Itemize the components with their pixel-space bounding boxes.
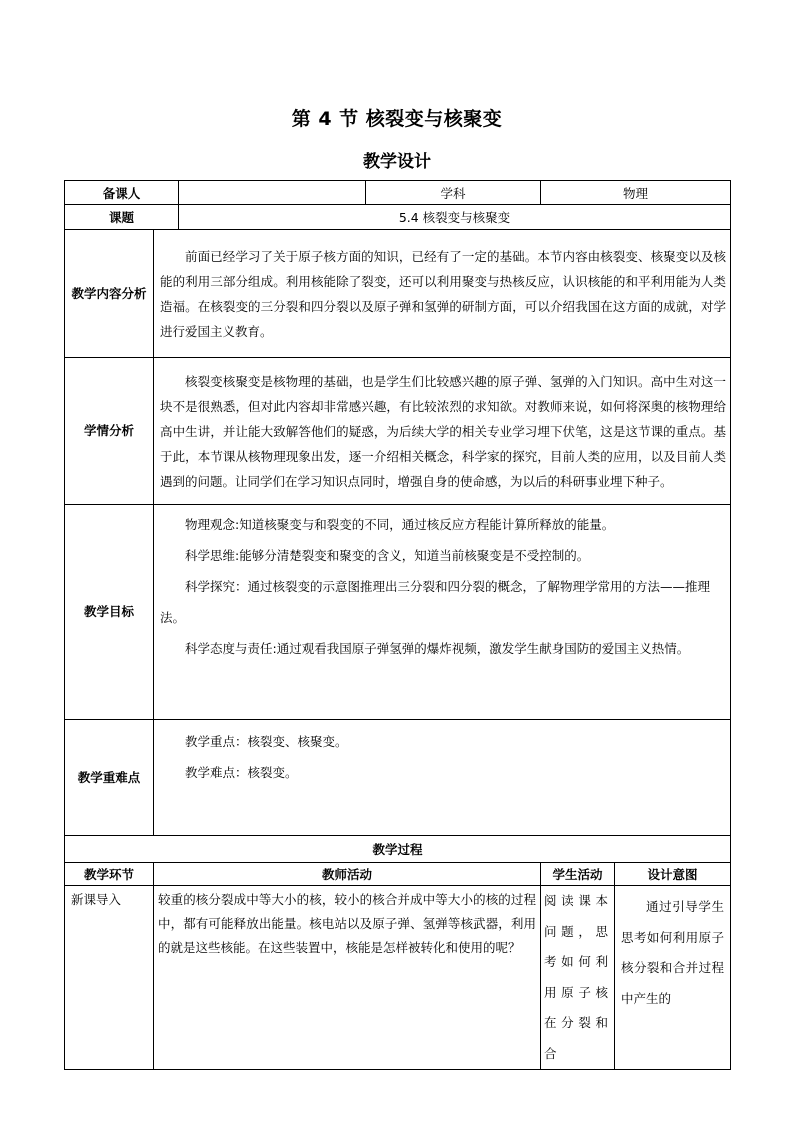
content-analysis-label: 教学内容分析 [71,285,147,301]
lesson-plan-table [64,180,731,1070]
goal-item: 科学思维:能够分清楚裂变和聚变的含义，知道当前核聚变是不受控制的。 [185,548,590,563]
column-student: 学生活动 [541,863,615,886]
goals-row [65,505,731,720]
key-point: 教学重点：核裂变、核聚变。 [185,734,348,749]
student-activity: 阅读课本问题，思考如何利用原子核在分裂和合 [544,893,612,1061]
column-design: 设计意图 [615,863,731,886]
topic-value: 5.4 核裂变与核聚变 [179,205,731,230]
teacher-activity: 较重的核分裂成中等大小的核，较小的核合并成中等大小的核的过程中，都有可能释放出能量。核电站以及原子弹、氢弹等核武器，利用的就是这些核能。在这些装置中，核能是怎样被转化和使用的呢？ [158,892,537,955]
header-row [65,181,731,205]
key-points-row [65,720,731,836]
subject-label: 学科 [366,181,541,205]
goals-label: 教学目标 [83,604,134,619]
page-subtitle: 教学设计 [363,152,431,172]
content-analysis-text: 前面已经学习了关于原子核方面的知识，已经有了一定的基础。本节内容由核裂变、核聚变以及核能的利用三部分组成。利用核能除了裂变，还可以利用聚变与热核反应，认识核能的和平利用能为人类造福。在核裂变的三分裂和四分裂以及原子弹和氢弹的研制方面，可以介绍我国在这方面的成就，对学进行爱国主义教育。 [160,248,727,339]
column-stage: 教学环节 [65,863,154,886]
goals-label-cell [65,505,154,720]
student-analysis-text: 核裂变核聚变是核物理的基础，也是学生们比较感兴趣的原子弹、氢弹的入门知识。高中生对这一块不是很熟悉，但对此内容却非常感兴趣，有比较浓烈的求知欲。对教师来说，如何将深奥的核物理给高中生讲，并让能大致解答他们的疑惑，为后续大学的相关专业学习埋下伏笔，这是这节课的重点。基于此，本节课从核物理现象出发，逐一介绍相关概念，科学家的探究，目前人类的应用，以及目前人类遇到的问题。让同学们在学习知识点同时，增强自身的使命感，为以后的科研事业埋下种子。 [160,373,727,489]
prep-value [179,181,366,205]
topic-row [65,205,731,230]
content-analysis-row [65,230,731,358]
content-analysis-cell [154,230,731,358]
topic-label: 课题 [65,205,179,230]
column-teacher: 教师活动 [154,863,541,886]
design-intent: 通过引导学生思考如何利用原子核分裂和合并过程中产生的 [621,899,725,1006]
goal-item: 科学探究：通过核裂变的示意图推理出三分裂和四分裂的概念，了解物理学常用的方法——推理法。 [160,579,711,625]
page-title: 第 4 节 核裂变与核聚变 [291,108,503,130]
process-columns-row [65,863,731,886]
key-points-cell [154,720,731,836]
student-cell [541,886,615,1070]
table-row [65,886,731,1070]
student-analysis-label-cell [65,358,154,505]
subject-value: 物理 [541,181,731,205]
process-header-row [65,836,731,863]
key-points-label-cell [65,720,154,836]
teacher-cell [154,886,541,1070]
design-cell [615,886,731,1070]
goals-cell [154,505,731,720]
student-analysis-label: 学情分析 [83,423,134,438]
goal-item: 科学态度与责任:通过观看我国原子弹氢弹的爆炸视频，激发学生献身国防的爱国主义热情。 [185,641,690,656]
goal-item: 物理观念:知道核聚变与和裂变的不同，通过核反应方程能计算所释放的能量。 [185,517,615,532]
prep-label: 备课人 [65,181,179,205]
student-analysis-row [65,358,731,505]
key-points-label: 教学重难点 [77,769,141,785]
content-analysis-label-cell [65,230,154,358]
student-analysis-cell [154,358,731,505]
difficult-point: 教学难点：核裂变。 [185,765,298,780]
stage-cell: 新课导入 [65,886,154,1070]
process-header: 教学过程 [65,836,731,863]
